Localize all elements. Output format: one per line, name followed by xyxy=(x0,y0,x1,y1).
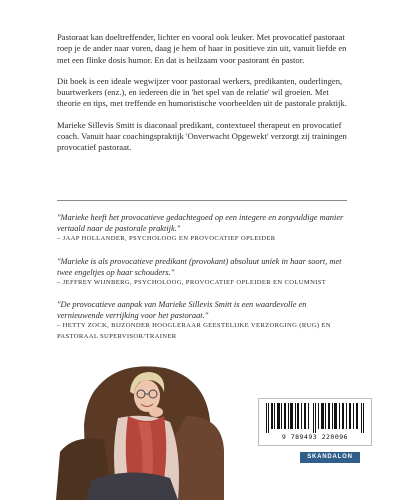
endorsement-quote xyxy=(57,256,349,289)
divider xyxy=(57,200,347,201)
endorsement-quote xyxy=(57,212,349,245)
quote-text: "Marieke heeft het provocatieve gedachtegoed op een integere en zorgvuldige manier vertaald naar de pastorale praktijk." xyxy=(57,213,344,233)
quote-attribution: – JEFFREY WIJNBERG, PSYCHOLOOG, PROVOCATIEF OPLEIDER EN COLUMNIST xyxy=(57,278,327,286)
intro-paragraph: Pastoraat kan doeltreffender, lichter en vooral ook leuker. Met provocatief pastoraat roep je de ander naar voren, daag je hem of haar in positieve zin uit, vanuit liefde en met een flinke dosis humor. En dat is heilzaam voor pastorant én pastor. xyxy=(57,32,347,65)
quote-text: "Marieke is als provocatieve predikant (provokant) absoluut uniek in haar soort, met twee engeltjes op haar schouders." xyxy=(57,256,342,277)
barcode xyxy=(258,398,372,446)
quote-text: "De provocatieve aanpak van Marieke Sillevis Smitt is een waardevolle en vernieuwende verrijking voor het pastoraat." xyxy=(57,300,307,320)
intro-text xyxy=(57,32,347,164)
publisher-logo: SKANDALON xyxy=(300,452,360,463)
intro-paragraph: Marieke Sillevis Smitt is diaconaal predikant, contextueel therapeut en provocatief coach. Vanuit haar coachingspraktijk 'Onverwacht Opgewekt' verzorgt zij trainingen provocatief pastoraat. xyxy=(57,119,347,153)
intro-paragraph: Dit boek is een ideale wegwijzer voor pastoraal werkers, predikanten, ouderlingen, buurtwerkers (enz.), en iedereen die in 'het spel van de relatie' wil groeien. Met theorie en tips, met treffende en humoristische voorbeelden uit de pastorale praktijk. xyxy=(57,75,347,109)
quote-attribution: – HETTY ZOCK, BIJZONDER HOOGLERAAR GEESTELIJKE VERZORGING (RUG) EN PASTORAAL SUPERVISOR/TRAINER xyxy=(57,322,331,340)
isbn-number: 9 789493 220096 xyxy=(281,433,349,441)
barcode-bars xyxy=(266,403,364,433)
author-photo xyxy=(0,330,230,500)
quote-attribution: – JAAP HOLLANDER, PSYCHOLOOG EN PROVOCATIEF OPLEIDER xyxy=(57,235,276,242)
